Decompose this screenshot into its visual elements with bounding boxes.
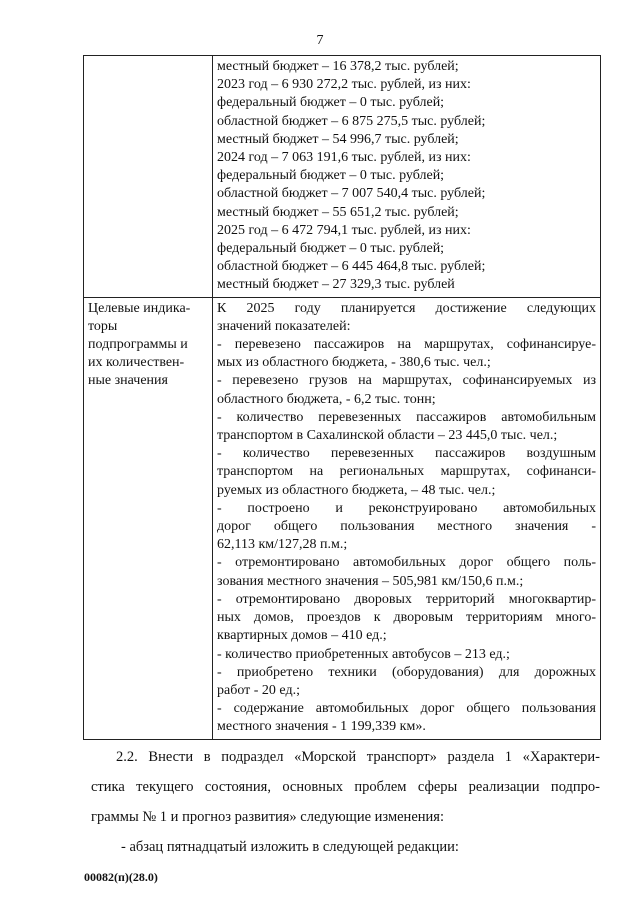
- cell-line: - отремонтировано дворовых территорий многоквартир-: [217, 591, 596, 607]
- cell-line: - количество перевезенных пассажиров автомобильным: [217, 409, 596, 425]
- cell-line: - построено и реконструировано автомобильных: [217, 500, 596, 516]
- cell-line: мых из областного бюджета, - 380,6 тыс. чел.;: [217, 355, 491, 371]
- program-table: [83, 55, 601, 740]
- cell-line: руемых из областного бюджета, – 48 тыс. чел.;: [217, 482, 496, 498]
- cell-line: местный бюджет – 27 329,3 тыс. рублей: [217, 277, 455, 293]
- cell-line: - перевезено пассажиров на маршрутах, софинансируе-: [217, 337, 596, 353]
- cell-line: областной бюджет – 7 007 540,4 тыс. рублей;: [217, 186, 486, 202]
- table-row: [84, 56, 601, 298]
- page-number: 7: [316, 33, 324, 48]
- cell-line: К 2025 году планируется достижение следующих: [217, 300, 596, 316]
- indicators-label-cell: [84, 297, 213, 739]
- cell-line: федеральный бюджет – 0 тыс. рублей;: [217, 241, 445, 257]
- cell-line: ных домов, проездов к дворовым территориям много-: [217, 610, 596, 626]
- cell-line: областного бюджета, - 6,2 тыс. тонн;: [217, 391, 436, 407]
- cell-line: федеральный бюджет – 0 тыс. рублей;: [217, 168, 445, 184]
- paragraph-line: граммы № 1 и прогноз развития» следующие изменения:: [91, 809, 444, 825]
- indicators-cell: [213, 297, 601, 739]
- cell-line: местного значения - 1 199,339 км».: [217, 719, 426, 735]
- cell-line: квартирных домов – 410 ед.;: [217, 628, 387, 644]
- paragraph-line: 2.2. Внести в подраздел «Морской транспорт» раздела 1 «Характери-: [116, 749, 600, 765]
- cell-line: транспортом на региональных маршрутах, софинанси-: [217, 464, 596, 480]
- cell-line: дорог общего пользования местного значения -: [217, 519, 596, 535]
- cell-line: - отремонтировано автомобильных дорог общего поль-: [217, 555, 596, 571]
- paragraph-line: стика текущего состояния, основных проблем сферы реализации подпро-: [91, 779, 600, 795]
- funding-cell: [213, 56, 601, 298]
- cell-line: ные значения: [88, 373, 168, 389]
- cell-line: 2025 год – 6 472 794,1 тыс. рублей, из них:: [217, 222, 471, 238]
- document-code: 00082(п)(28.0): [84, 870, 158, 884]
- cell-line: местный бюджет – 55 651,2 тыс. рублей;: [217, 204, 459, 220]
- cell-line: - содержание автомобильных дорог общего пользования: [217, 701, 596, 717]
- cell-line: 2023 год – 6 930 272,2 тыс. рублей, из них:: [217, 77, 471, 93]
- cell-line: торы: [88, 318, 118, 334]
- cell-line: значений показателей:: [217, 318, 351, 334]
- cell-line: федеральный бюджет – 0 тыс. рублей;: [217, 95, 445, 111]
- cell-line: зования местного значения – 505,981 км/150,6 п.м.;: [217, 573, 524, 589]
- cell-line: местный бюджет – 16 378,2 тыс. рублей;: [217, 59, 459, 74]
- cell-line: подпрограммы и: [88, 337, 188, 353]
- amendment-paragraph: [91, 742, 600, 862]
- row-label-cell: [84, 56, 213, 298]
- cell-line: областной бюджет – 6 445 464,8 тыс. рублей;: [217, 259, 486, 275]
- cell-line: транспортом в Сахалинской области – 23 445,0 тыс. чел.;: [217, 428, 558, 444]
- table-row: [84, 297, 601, 739]
- cell-line: местный бюджет – 54 996,7 тыс. рублей;: [217, 131, 459, 147]
- cell-line: 2024 год – 7 063 191,6 тыс. рублей, из них:: [217, 150, 471, 166]
- cell-line: областной бюджет – 6 875 275,5 тыс. рублей;: [217, 113, 486, 129]
- paragraph-line: - абзац пятнадцатый изложить в следующей редакции:: [121, 839, 459, 855]
- cell-line: 62,113 км/127,28 п.м.;: [217, 537, 348, 553]
- cell-line: - приобретено техники (оборудования) для дорожных: [217, 664, 596, 680]
- cell-line: Целевые индика-: [88, 300, 191, 316]
- cell-line: - количество перевезенных пассажиров воздушным: [217, 446, 596, 462]
- cell-line: - перевезено грузов на маршрутах, софинансируемых из: [217, 373, 596, 389]
- cell-line: работ - 20 ед.;: [217, 682, 300, 698]
- cell-line: - количество приобретенных автобусов – 213 ед.;: [217, 646, 510, 662]
- cell-line: их количествен-: [88, 355, 185, 371]
